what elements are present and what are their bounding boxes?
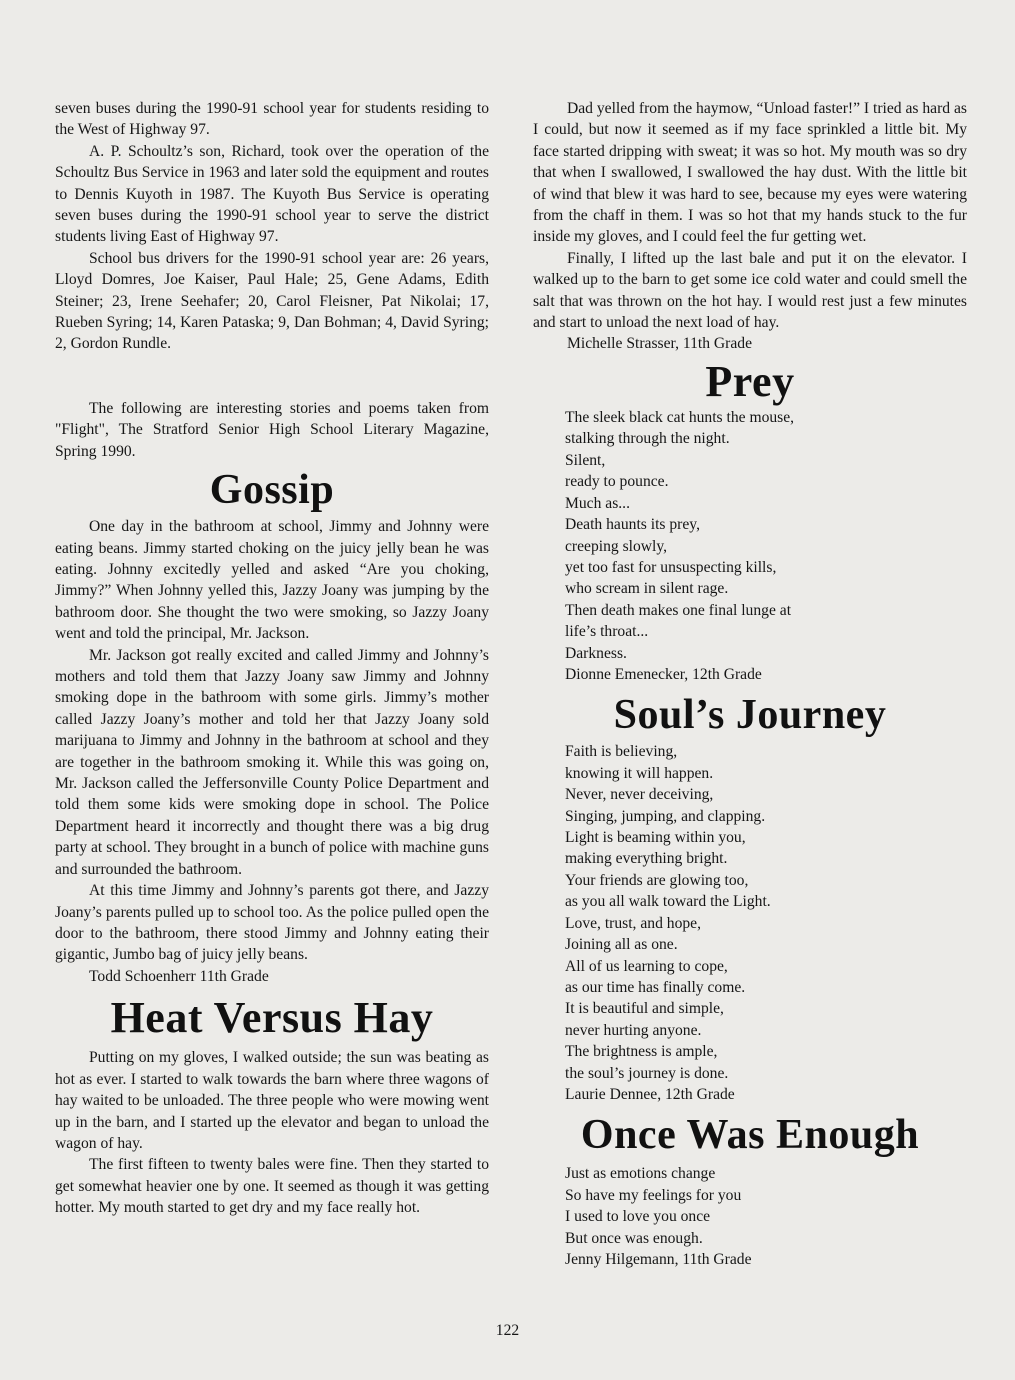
poem-line: The sleek black cat hunts the mouse, [565,409,795,427]
prey-author: Dionne Emenecker, 12th Grade [565,665,762,683]
poem-line: Faith is believing, [565,743,678,761]
poem-line: life’s throat... [565,623,649,641]
poem-line: So have my feelings for you [565,1186,742,1204]
poem-line: as you all walk toward the Light. [565,893,771,911]
gossip-paragraph: At this time Jimmy and Johnny’s parents got there, and Jazzy Joany’s parents pulled up to school too. As the police pulled open the door to the bathroom, there stood Jimmy and Johnny eating their gigantic, Jumbo bag of juicy jelly beans. [55,882,489,964]
poem-line: Death haunts its prey, [565,516,700,534]
poem-line: But once was enough. [565,1229,703,1247]
poem-line: knowing it will happen. [565,764,714,782]
gossip-paragraph: One day in the bathroom at school, Jimmy and Johnny were eating beans. Jimmy started choking on the juicy jelly bean he was eating. Johnny excitedly yelled and asked “Are you choking, Jimmy?” When Johnny yelled this, Jazzy Joany was jumping by the bathroom door. She thought the two were smoking, so Jazzy Joany went and told the principal, Mr. Jackson. [55,518,489,643]
page-number: 122 [495,1322,520,1339]
poem-line: the soul’s journey is done. [565,1064,729,1082]
souls-journey-title: Soul’s Journey [613,692,887,739]
poem-line: All of us learning to cope, [565,957,728,975]
poem-line: Joining all as one. [565,936,678,954]
poem-line: Singing, jumping, and clapping. [565,807,766,825]
bus-history-paragraph: seven buses during the 1990-91 school year for students residing to the West of Highway 97. [55,100,489,139]
poem-line: Much as... [565,494,630,512]
poem-line: creeping slowly, [565,537,668,555]
poem-line: It is beautiful and simple, [565,1000,724,1018]
poem-line: making everything bright. [565,850,728,868]
once-was-enough-poem [533,1163,967,1270]
bus-drivers-paragraph: School bus drivers for the 1990-91 school year are: 26 years, Lloyd Domres, Joe Kaiser, Paul Hale; 25, Gene Adams, Edith Steiner; 23, Irene Seehafer; 20, Carol Fleisner, Pat Nikolai; 17, Rueben Syring; 14, Karen Pataska; 9, Dan Bohman; 4, David Syring; 2, Gordon Rundle. [55,249,489,353]
once-was-enough-author: Jenny Hilgemann, 11th Grade [565,1251,752,1269]
prey-poem [533,407,967,685]
poem-line: Silent, [565,451,606,469]
intro-paragraph: The following are interesting stories and poems taken from "Flight", The Stratford Senior High School Literary Magazine, Spring 1990. [55,399,489,460]
gossip-paragraph: Mr. Jackson got really excited and called Jimmy and Johnny’s mothers and told them that Jazzy Joany saw Jimmy and Johnny smoking dope in the bathroom with some girls. Jimmy’s mother called Jazzy Joany’s mother and told her that Jazzy Joany sold marijuana to Jimmy and Johnny in the bathroom at school and they are together in the bathroom smoking it. While this was going on, Mr. Jackson called the Jeffersonville County Police Department and told them some kids were smoking dope in school. The Police Department heard it incorrectly and thought there was a big drug party at school. They brought in a bunch of police with machine guns and surrounded the bathroom. [55,646,489,878]
poem-line: Then death makes one final lunge at [565,601,792,619]
heat-versus-hay-title: Heat Versus Hay [110,993,434,1043]
prey-title: Prey [705,356,795,406]
heat-paragraph: Putting on my gloves, I walked outside; the sun was beating as hot as ever. I started to walk towards the barn where three wagons of hay waited to be unloaded. The three people who were mowing went up in the barn, and I started up the elevator and began to unload the wagon of hay. [55,1049,489,1152]
poem-line: as our time has finally come. [565,978,746,996]
poem-line: Your friends are glowing too, [565,871,749,889]
right-column [533,98,967,1270]
souls-journey-poem [533,741,967,1105]
gossip-title: Gossip [209,467,335,514]
bus-history-paragraph: A. P. Schoultz’s son, Richard, took over the operation of the Schoultz Bus Service in 1963 and later sold the equipment and routes to Dennis Kuyoth in 1987. The Kuyoth Bus Service is operating seven buses during the 1990-91 school year to serve the district students living East of Highway 97. [55,142,489,246]
poem-line: stalking through the night. [565,430,730,448]
souls-journey-author: Laurie Dennee, 12th Grade [565,1085,735,1103]
heat-author: Michelle Strasser, 11th Grade [567,335,753,353]
poem-line: Just as emotions change [565,1165,716,1183]
poem-line: never hurting anyone. [565,1021,702,1039]
poem-line: Never, never deceiving, [565,786,714,804]
poem-line: The brightness is ample, [565,1043,718,1061]
poem-line: Love, trust, and hope, [565,914,701,932]
poem-line: who scream in silent rage. [565,580,729,598]
once-was-enough-title: Once Was Enough [580,1112,920,1159]
heat-paragraph: The first fifteen to twenty bales were fine. Then they started to get somewhat heavier one by one. It seemed as though it was getting hotter. My mouth started to get dry and my face really hot. [55,1156,489,1217]
poem-line: Light is beaming within you, [565,829,746,847]
gossip-author: Todd Schoenherr 11th Grade [89,967,269,985]
poem-line: yet too fast for unsuspecting kills, [565,558,777,576]
poem-line: Darkness. [565,644,627,662]
poem-line: I used to love you once [565,1208,711,1226]
left-column [55,98,489,1219]
heat-continued-paragraph: Dad yelled from the haymow, “Unload faster!” I tried as hard as I could, but now it seemed as if my face sprinkled a little bit. My face started dripping with sweat; it was so hot. My mouth was so dry that when I swallowed, I swallowed the hay dust. With the little bit of wind that blew it was hard to see, because my eyes were watering from the chaff in them. I was so hot that my hands stuck to the fur inside my gloves, and I could feel the fur getting wet. [533,100,967,246]
heat-continued-paragraph: Finally, I lifted up the last bale and put it on the elevator. I walked up to the barn to get some ice cold water and could smell the salt that was thrown on the hot hay. I would rest just a few minutes and start to unload the next load of hay. [533,249,967,332]
poem-line: ready to pounce. [565,473,669,491]
